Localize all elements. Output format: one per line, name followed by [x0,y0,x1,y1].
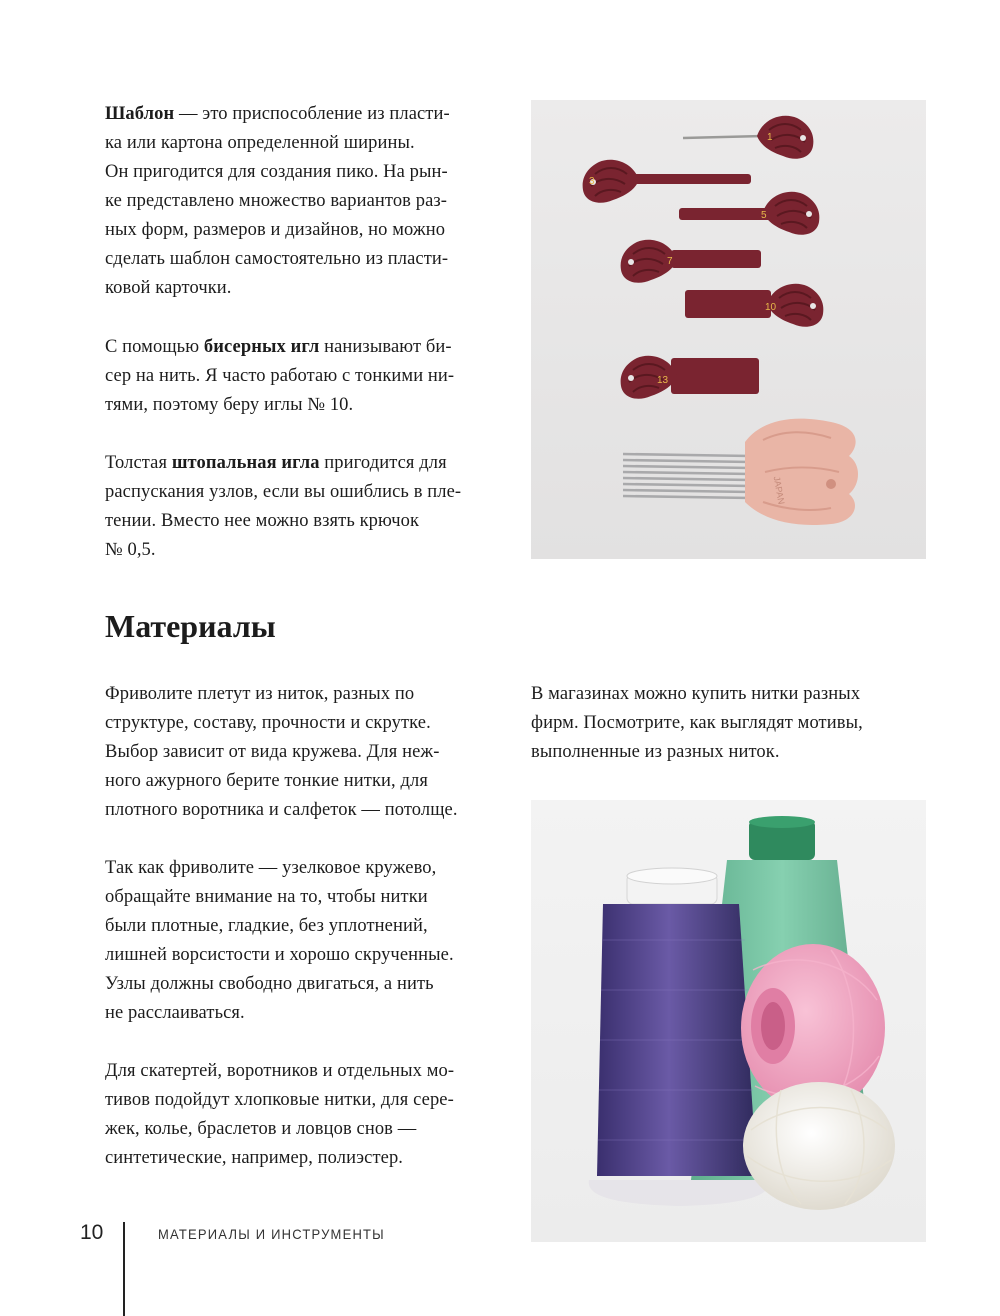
template-number: 7 [667,256,673,267]
text-line: тении. Вместо нее можно взять крючок [105,511,420,531]
paragraph-thread-types [105,1057,454,1173]
text-line: Так как фриволите — узелковое кружево, [105,858,437,878]
section-heading-materials: Материалы [105,608,276,644]
white-thread-ball [743,1082,895,1210]
text-line: Шаблон — это приспособление из пласти- [105,104,450,124]
text-line: были плотные, гладкие, без уплотнений, [105,916,428,936]
text-line: № 0,5. [105,540,156,560]
text-line: лишней ворсистости и хорошо скрученные. [105,945,454,965]
paragraph-thread-quality [105,854,454,1028]
template-13-blade [671,358,759,394]
paragraph-threads-choice [105,680,458,825]
text-line: Для скатертей, воротников и отдельных мо- [105,1061,455,1081]
text-line: тями, поэтому беру иглы № 10. [105,395,354,415]
template-7-blade [671,250,761,268]
text-line: Он пригодится для создания пико. На рын- [105,162,448,182]
text-line: ковой карточки. [105,278,232,298]
template-number: 13 [657,375,669,386]
text-line: Узлы должны свободно двигаться, а нить [105,974,434,994]
template-5-handle [763,192,819,235]
paragraph-template [105,100,450,303]
text-line: структуре, составу, прочности и скрутке. [105,713,431,733]
term-template: Шаблон [105,104,175,124]
text-line: С помощью бисерных игл нанизывают би- [105,337,452,357]
comb-brand-label: JAPAN [771,475,787,506]
threads-photo [531,800,926,1242]
term-beading-needles: бисерных игл [203,337,320,357]
text-line: сер на нить. Я часто работаю с тонкими ни- [105,366,455,386]
text-line: Фриволите плетут из ниток, разных по [105,684,415,704]
running-section-title: МАТЕРИАЛЫ И ИНСТРУМЕНТЫ [158,1226,385,1243]
template-number: 5 [761,210,767,221]
template-13-handle [621,356,677,399]
template-1-needle [683,136,763,138]
text-line: жек, колье, браслетов и ловцов снов — [105,1119,417,1139]
text-line: ных форм, размеров и дизайнов, но можно [105,220,446,240]
text-line: выполненные из разных ниток. [531,742,780,762]
text-line: ке представлено множество вариантов раз- [105,191,448,211]
text-line: обращайте внимание на то, чтобы нитки [105,887,428,907]
template-number: 1 [767,132,773,143]
text-line: Выбор зависит от вида кружева. Для неж- [105,742,440,762]
text-line: плотного воротника и салфеток — потолще. [105,800,458,820]
text-line: Толстая штопальная игла пригодится для [105,453,447,473]
template-number: 3 [589,176,595,187]
text-line: В магазинах можно купить нитки разных [531,684,861,704]
text-line: не расслаиваться. [105,1003,245,1023]
template-10-blade [685,290,771,318]
text-line: сделать шаблон самостоятельно из пласти- [105,249,449,269]
text-line: фирм. Посмотрите, как выглядят мотивы, [531,713,863,733]
template-3-blade [631,174,751,184]
darning-comb [623,419,858,525]
tools-photo [531,100,926,559]
template-number: 10 [765,302,777,313]
paragraph-beading-needles [105,333,454,420]
template-1-handle [757,116,813,159]
footer-divider [123,1222,125,1316]
template-5-blade [679,208,771,220]
text-line: ного ажурного берите тонкие нитки, для [105,771,428,791]
paragraph-shops [531,680,863,767]
page-number: 10 [80,1221,104,1244]
paragraph-darning-needle [105,449,461,565]
threads-illustration [531,800,926,1242]
text-line: тивов подойдут хлопковые нитки, для сере- [105,1090,454,1110]
text-line: распускания узлов, если вы ошиблись в пле- [105,482,462,502]
term-darning-needle: штопальная игла [171,453,320,473]
text-line: ка или картона определенной ширины. [105,133,415,153]
text-line: синтетические, например, полиэстер. [105,1148,404,1168]
tools-illustration [531,100,926,559]
